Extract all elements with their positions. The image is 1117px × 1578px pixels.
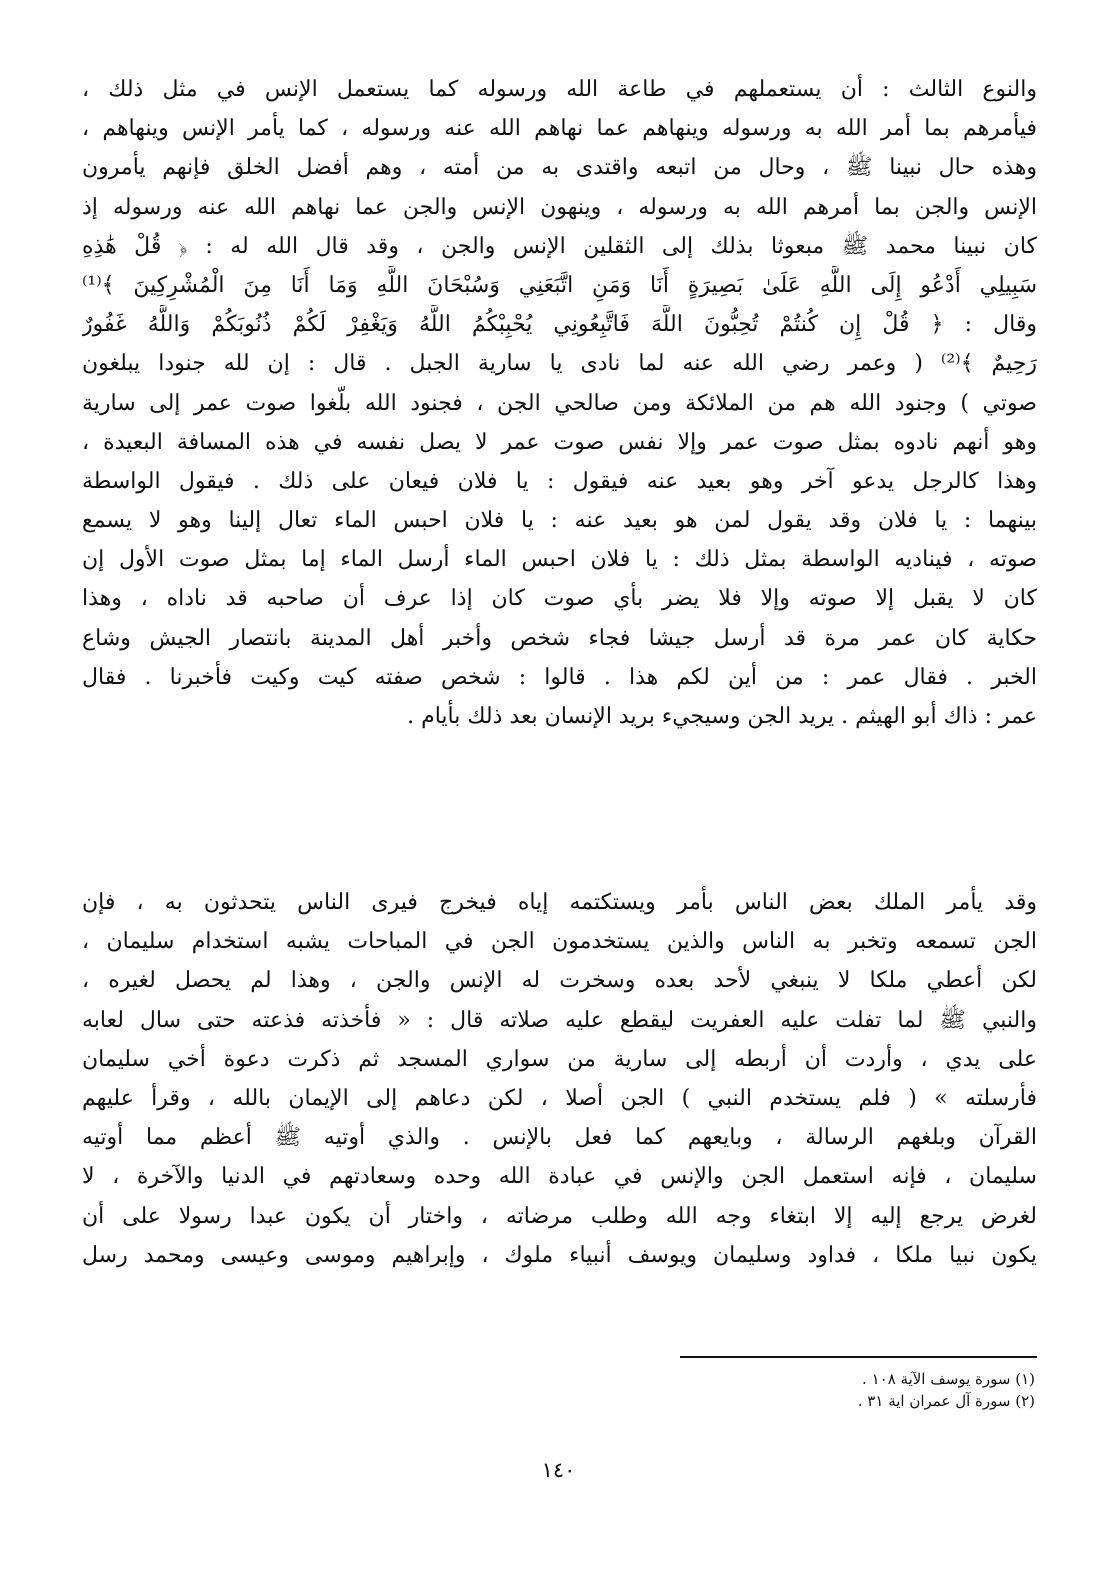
text-line: والنوع الثالث : أن يستعملهم في طاعة الله ورسوله كما يستعمل الإنس في مثل ذلك ، [82,77,1037,102]
footnote-2: (٢) سورة آل عمران اية ٣١ . [857,1392,1035,1410]
text-line: سليمان ، فإنه استعمل الجن والإنس في عبادة الله وحده وسعادتهم في الدنيا والآخرة ، لا [82,1164,1037,1190]
paragraph-1 [82,70,1037,736]
text-line: لكن أعطي ملكا لا ينبغي لأحد بعده وسخرت له الإنس والجن ، وهذا لم يحصل لغيره ، [82,968,1037,994]
text-line: الخبر . فقال عمر : من أين لكم هذا . قالوا : شخص صفته كيت وكيت فأخبرنا . فقال [82,664,1037,690]
text-line: بينهما : يا فلان وقد يقول لمن هو بعيد عنه : يا فلان احبس الماء تعال إلينا وهو لا يسمع [82,508,1037,534]
page-number: ١٤٠ [541,1458,576,1482]
text-line: والنبي ﷺ لما تفلت عليه العفريت ليقطع عليه صلاته قال : « فأخذته فذعته حتى سال لعابه [82,1007,1037,1033]
text-line: رَحِيمٌ ﴾⁽²⁾ ( وعمر رضي الله عنه لما نادى يا سارية الجبل . قال : إن لله جنودا يبلغون [82,351,1037,377]
text-line: على يدي ، وأردت أن أربطه إلى سارية من سواري المسجد ثم ذكرت دعوة أخي سليمان [82,1046,1037,1072]
text-line: فيأمرهم بما أمر الله به ورسوله وينهاهم عما نهاهم الله عنه ورسوله ، كما يأمر الإنس وينهاهم ، [82,116,1037,142]
footnotes [858,1368,1035,1412]
paragraph-2 [82,883,1037,1275]
text-line: لغرض يرجع إليه إلا ابتغاء وجه الله وطلب مرضاته ، واختار أن يكون عبدا رسولا على أن [82,1203,1037,1229]
text-line: يكون نبيا ملكا ، فداود وسليمان ويوسف أنبياء ملوك ، وإبراهيم وموسى وعيسى ومحمد رسل [82,1242,1037,1268]
quran-verse-line: وقال : ﴿ قُلْ إِن كُنتُمْ تُحِبُّونَ اللَّهَ فَاتَّبِعُونِي يُحْبِبْكُمُ اللَّهُ وَيَغْفِرْ لَكُمْ ذُنُوبَكُمْ وَاللَّهُ غَفُورٌ [82,312,1037,338]
text-line: صوته ، فيناديه الواسطة بمثل ذلك : يا فلان احبس الماء أرسل الماء إما بمثل صوت الأول إن [82,547,1037,573]
text-line: وهذه حال نبينا ﷺ ، وحال من اتبعه واقتدى به من أمته ، وهم أفضل الخلق فإنهم يأمرون [82,155,1037,181]
text-line: الإنس والجن بما أمرهم الله به ورسوله ، وينهون الإنس والجن عما نهاهم الله عنه ورسوله إذ [82,194,1037,220]
quran-verse-line: سَبِيلِي أَدْعُو إِلَى اللَّهِ عَلَىٰ بَصِيرَةٍ أَنَا وَمَنِ اتَّبَعَنِي وَسُبْحَانَ اللَّهِ وَمَا أَنَا مِنَ الْمُشْرِكِينَ ﴾⁽¹⁾ [82,272,1037,298]
text-line: الجن تسمعه وتخبر به الناس والذين يستخدمون الجن في المباحات يشبه استخدام سليمان ، [82,929,1037,955]
text-line: القرآن وبلغهم الرسالة ، وبايعهم كما فعل بالإنس . والذي أوتيه ﷺ أعظم مما أوتيه [82,1125,1037,1151]
text-line: فأرسلته » ( فلم يستخدم النبي ) الجن أصلا ، لكن دعاهم إلى الإيمان بالله ، وقرأ عليهم [82,1085,1037,1111]
footnote-divider [680,1356,1037,1358]
text-line: وهو أنهم نادوه بمثل صوت عمر وإلا نفس صوت عمر لا يصل نفسه في هذه المسافة البعيدة ، [82,429,1037,455]
text-line: حكاية كان عمر مرة قد أرسل جيشا فجاء شخص وأخبر أهل المدينة بانتصار الجيش وشاع [82,625,1037,651]
text-line: عمر : ذاك أبو الهيثم . يريد الجن وسيجيء بريد الإنسان بعد ذلك بأيام . [407,704,1037,729]
text-line: كان نبينا محمد ﷺ مبعوثا بذلك إلى الثقلين الإنس والجن ، وقد قال الله له : ﴿ قُلْ هَٰذِهِ [82,233,1037,259]
text-line: كان لا يقبل إلا صوته وإلا فلا يضر بأي صوت كان إذا عرف أن صاحبه قد ناداه ، وهذا [82,586,1037,612]
text-line: صوتي ) وجنود الله هم من الملائكة ومن صالحي الجن ، فجنود الله بلّغوا صوت عمر إلى سارية [82,390,1037,416]
text-line: وقد يأمر الملك بعض الناس بأمر ويستكتمه إياه فيخرج فيرى الناس يتحدثون به ، فإن [82,890,1037,915]
footnote-1: (١) سورة يوسف الآية ١٠٨ . [862,1370,1035,1388]
text-line: وهذا كالرجل يدعو آخر وهو بعيد عنه فيقول : يا فلان فيعان على ذلك . فيقول الواسطة [82,468,1037,494]
